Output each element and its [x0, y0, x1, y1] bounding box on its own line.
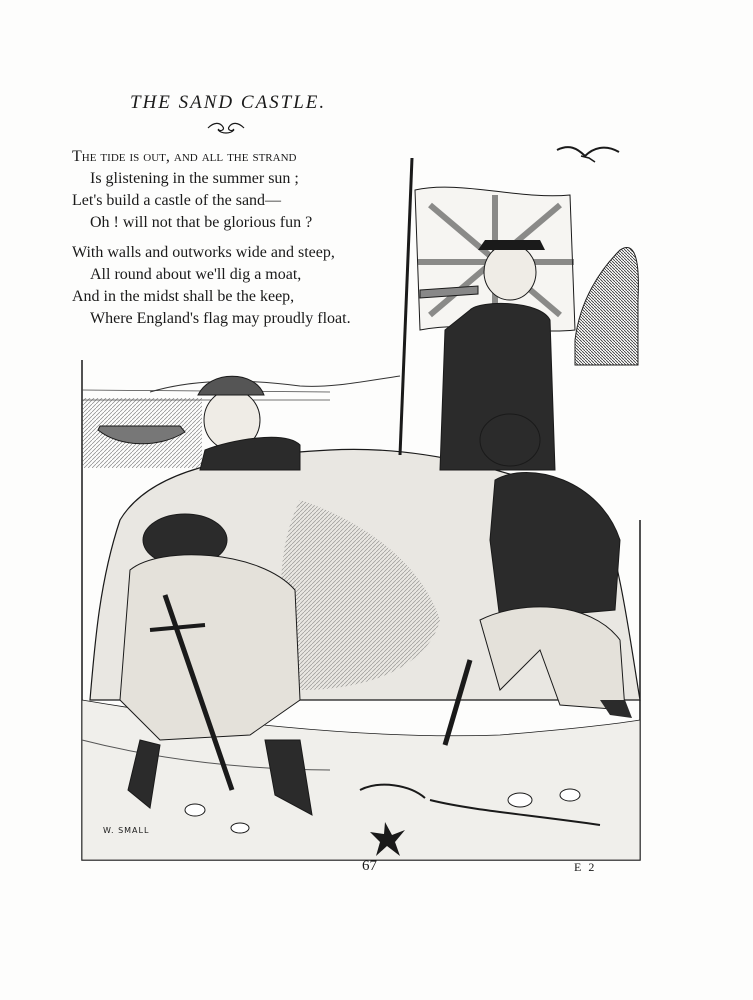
poem-line: All round about we'll dig a moat, [90, 266, 302, 283]
ornament-flourish [206, 121, 246, 135]
poem-line: With walls and outworks wide and steep, [72, 244, 335, 261]
poem-line: Is glistening in the summer sun ; [90, 170, 299, 187]
signature-mark: E 2 [574, 860, 597, 874]
illustration-engraving [78, 155, 643, 865]
poem-line: And in the midst shall be the keep, [72, 288, 295, 305]
poem-line: Where England's flag may proudly float. [90, 310, 351, 327]
artist-signature: W. SMALL [103, 826, 150, 835]
poem-line: The tide is out, and all the strand [72, 148, 297, 165]
page-title: THE SAND CASTLE. [130, 92, 327, 113]
poem-line: Oh ! will not that be glorious fun ? [90, 214, 313, 231]
poem-line: Let's build a castle of the sand— [72, 192, 282, 209]
page-number: 67 [362, 858, 377, 874]
